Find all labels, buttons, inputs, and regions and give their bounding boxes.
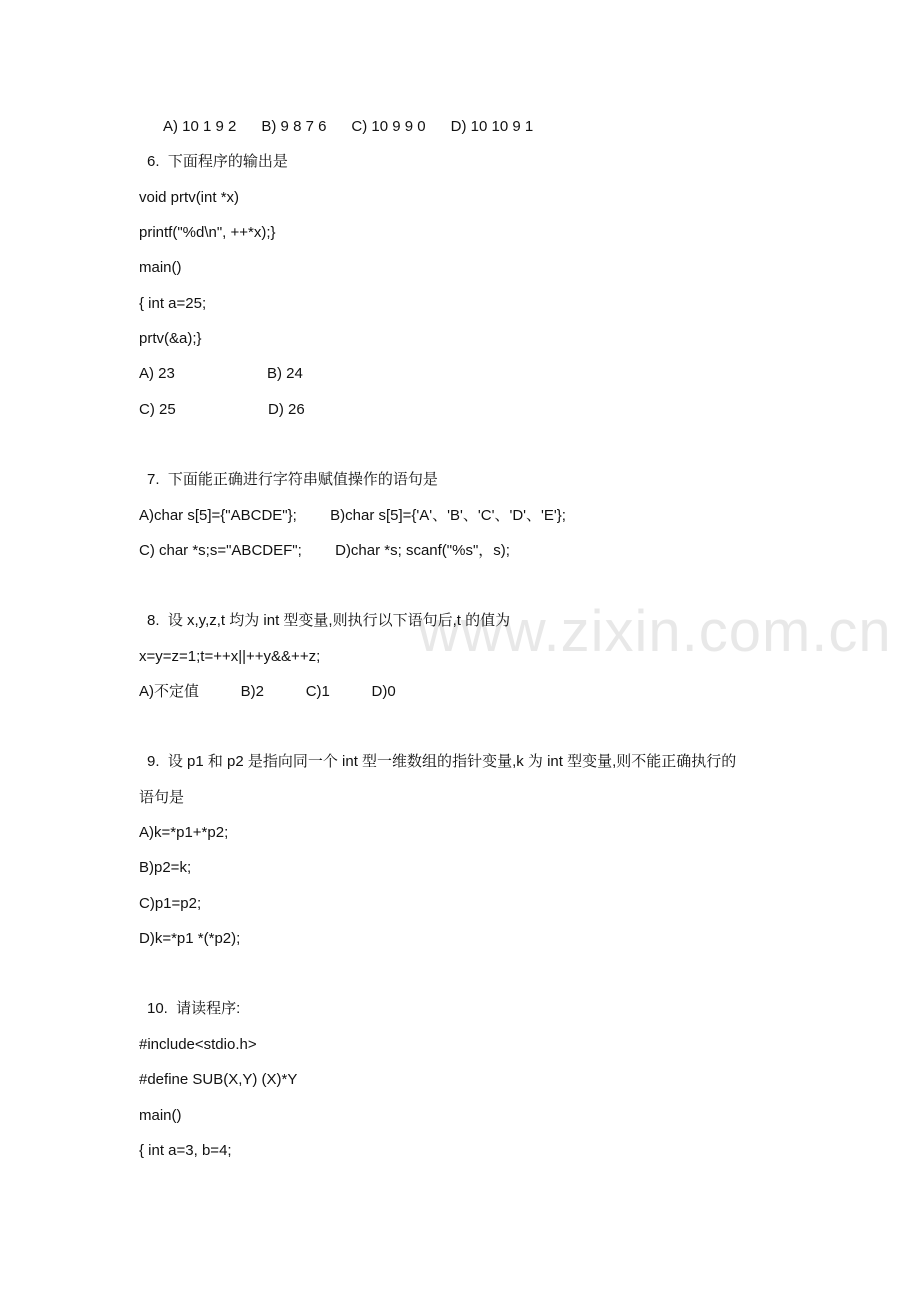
q8-code: x=y=z=1;t=++x||++y&&++z; xyxy=(139,648,321,665)
q9-option: C)p1=p2; xyxy=(139,895,202,912)
q6-code-line: prtv(&a);} xyxy=(139,330,202,347)
q9-stem: 9. 设 p1 和 p2 是指向同一个 int 型一维数组的指针变量,k 为 int 型变量,则不能正确执行的 xyxy=(147,753,737,770)
q9-option: D)k=*p1 *(*p2); xyxy=(139,930,241,947)
q9-option: B)p2=k; xyxy=(139,859,192,876)
q10-stem: 10. 请读程序: xyxy=(147,1000,241,1017)
q5-options: A) 10 1 9 2 B) 9 8 7 6 C) 10 9 9 0 D) 10 10 9 1 xyxy=(163,118,534,135)
q9-stem-continued: 语句是 xyxy=(139,789,185,806)
q6-option-c: C) 25 xyxy=(139,401,176,418)
q7-stem: 7. 下面能正确进行字符串赋值操作的语句是 xyxy=(147,471,438,488)
q6-stem: 6. 下面程序的输出是 xyxy=(147,153,288,170)
q6-code-line: main() xyxy=(139,259,182,276)
watermark: www.zixin.com.cn xyxy=(418,599,892,664)
q6-option-d: D) 26 xyxy=(268,401,305,418)
q10-code-line: #define SUB(X,Y) (X)*Y xyxy=(139,1071,298,1088)
q6-code-line: printf("%d\n", ++*x);} xyxy=(139,224,276,241)
q6-code-line: void prtv(int *x) xyxy=(139,189,240,206)
q10-code-line: main() xyxy=(139,1107,182,1124)
q9-option: A)k=*p1+*p2; xyxy=(139,824,229,841)
q7-options-line: A)char s[5]={"ABCDE"}; B)char s[5]={'A'、'B'、'C'、'D'、'E'}; xyxy=(139,507,566,524)
q10-code-line: #include<stdio.h> xyxy=(139,1036,257,1053)
q8-stem: 8. 设 x,y,z,t 均为 int 型变量,则执行以下语句后,t 的值为 xyxy=(147,612,511,629)
q6-option-a: A) 23 xyxy=(139,365,175,382)
q6-option-b: B) 24 xyxy=(267,365,303,382)
q7-options-line: C) char *s;s="ABCDEF"; D)char *s; scanf("%s"，s); xyxy=(139,542,510,559)
q10-code-line: { int a=3, b=4; xyxy=(139,1142,232,1159)
q6-code-line: { int a=25; xyxy=(139,295,207,312)
q8-options: A)不定值 B)2 C)1 D)0 xyxy=(139,683,396,700)
